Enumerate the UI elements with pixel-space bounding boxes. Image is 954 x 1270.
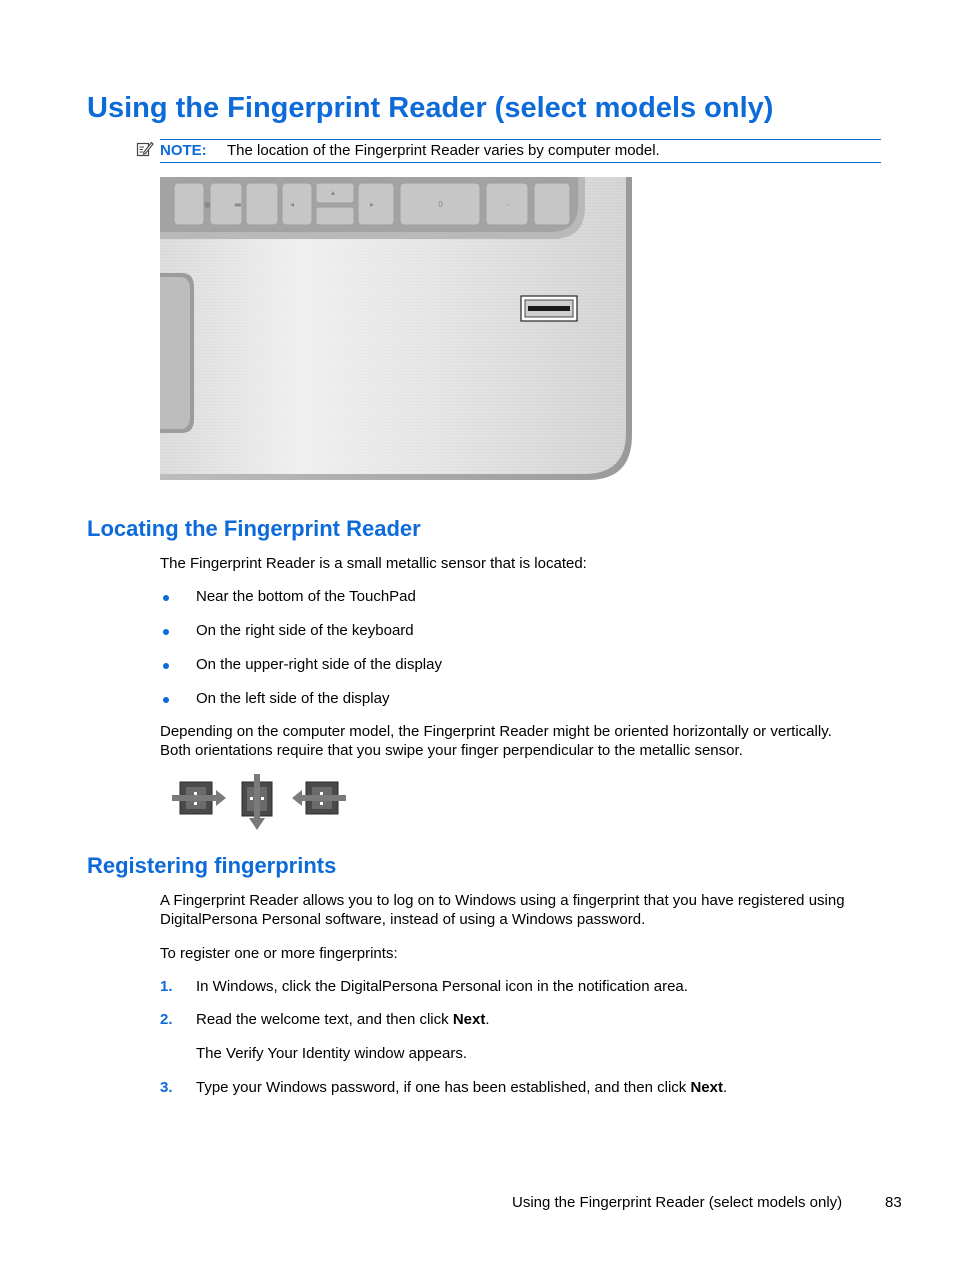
section-heading-registering: Registering fingerprints (87, 853, 337, 878)
swipe-right-icon (172, 782, 226, 814)
fingerprint-reader-palmrest-photo (160, 177, 635, 484)
svg-text:●: ● (204, 200, 211, 209)
section-heading-locating: Locating the Fingerprint Reader (87, 516, 421, 541)
svg-text:▬: ▬ (234, 200, 242, 209)
svg-text:▸: ▸ (370, 200, 375, 209)
list-item: Near the bottom of the TouchPad (196, 588, 416, 605)
note-text: The location of the Fingerprint Reader varies by computer model. (227, 142, 660, 159)
orientation-icons (172, 774, 346, 830)
bullet-dot (163, 595, 169, 601)
bullet-dot (163, 697, 169, 703)
note-rule (160, 162, 881, 163)
step-subtext: The Verify Your Identity window appears. (196, 1045, 467, 1062)
registering-lead: To register one or more fingerprints: (160, 945, 398, 962)
step-number: 3. (160, 1079, 173, 1096)
svg-text:-: - (506, 200, 509, 209)
step-text-post: . (485, 1011, 490, 1028)
step-text-bold: Next (452, 1011, 486, 1028)
list-item: On the right side of the keyboard (196, 622, 414, 639)
step-text: In Windows, click the DigitalPersona Personal icon in the notification area. (196, 978, 688, 995)
note-pencil-icon (136, 140, 154, 158)
bullet-dot (163, 663, 169, 669)
step-number: 2. (160, 1011, 173, 1028)
list-item: On the upper-right side of the display (196, 656, 442, 673)
step-text-pre: Read the welcome text, and then click (196, 1011, 453, 1028)
list-item: On the left side of the display (196, 690, 390, 707)
note-label: NOTE: (160, 142, 207, 159)
registering-intro-line2: DigitalPersona Personal software, instead of using a Windows password. (160, 911, 646, 928)
orientation-paragraph-line2: Both orientations require that you swipe your finger perpendicular to the metallic sensor. (160, 742, 743, 759)
page-title: Using the Fingerprint Reader (select models only) (87, 92, 774, 124)
footer-title: Using the Fingerprint Reader (select models only) (512, 1194, 843, 1211)
bullet-dot (163, 629, 169, 635)
step-text (196, 1079, 727, 1096)
swipe-down-icon (242, 774, 272, 830)
step-text-pre: Type your Windows password, if one has been established, and then click (196, 1079, 691, 1096)
swipe-left-icon (292, 782, 346, 814)
title-rule (160, 139, 881, 140)
registering-intro-line1: A Fingerprint Reader allows you to log on to Windows using a fingerprint that you have registered using (160, 892, 845, 909)
svg-text:0: 0 (438, 200, 444, 209)
step-text-post: . (722, 1079, 728, 1096)
orientation-paragraph-line1: Depending on the computer model, the Fingerprint Reader might be oriented horizontally or vertically. (160, 723, 832, 740)
step-text-bold: Next (690, 1079, 723, 1096)
page-number: 83 (885, 1194, 902, 1211)
locating-intro: The Fingerprint Reader is a small metallic sensor that is located: (160, 555, 587, 572)
svg-text:◂: ◂ (290, 200, 295, 209)
svg-text:▴: ▴ (331, 188, 336, 197)
step-number: 1. (160, 978, 173, 995)
step-text (196, 1011, 490, 1028)
